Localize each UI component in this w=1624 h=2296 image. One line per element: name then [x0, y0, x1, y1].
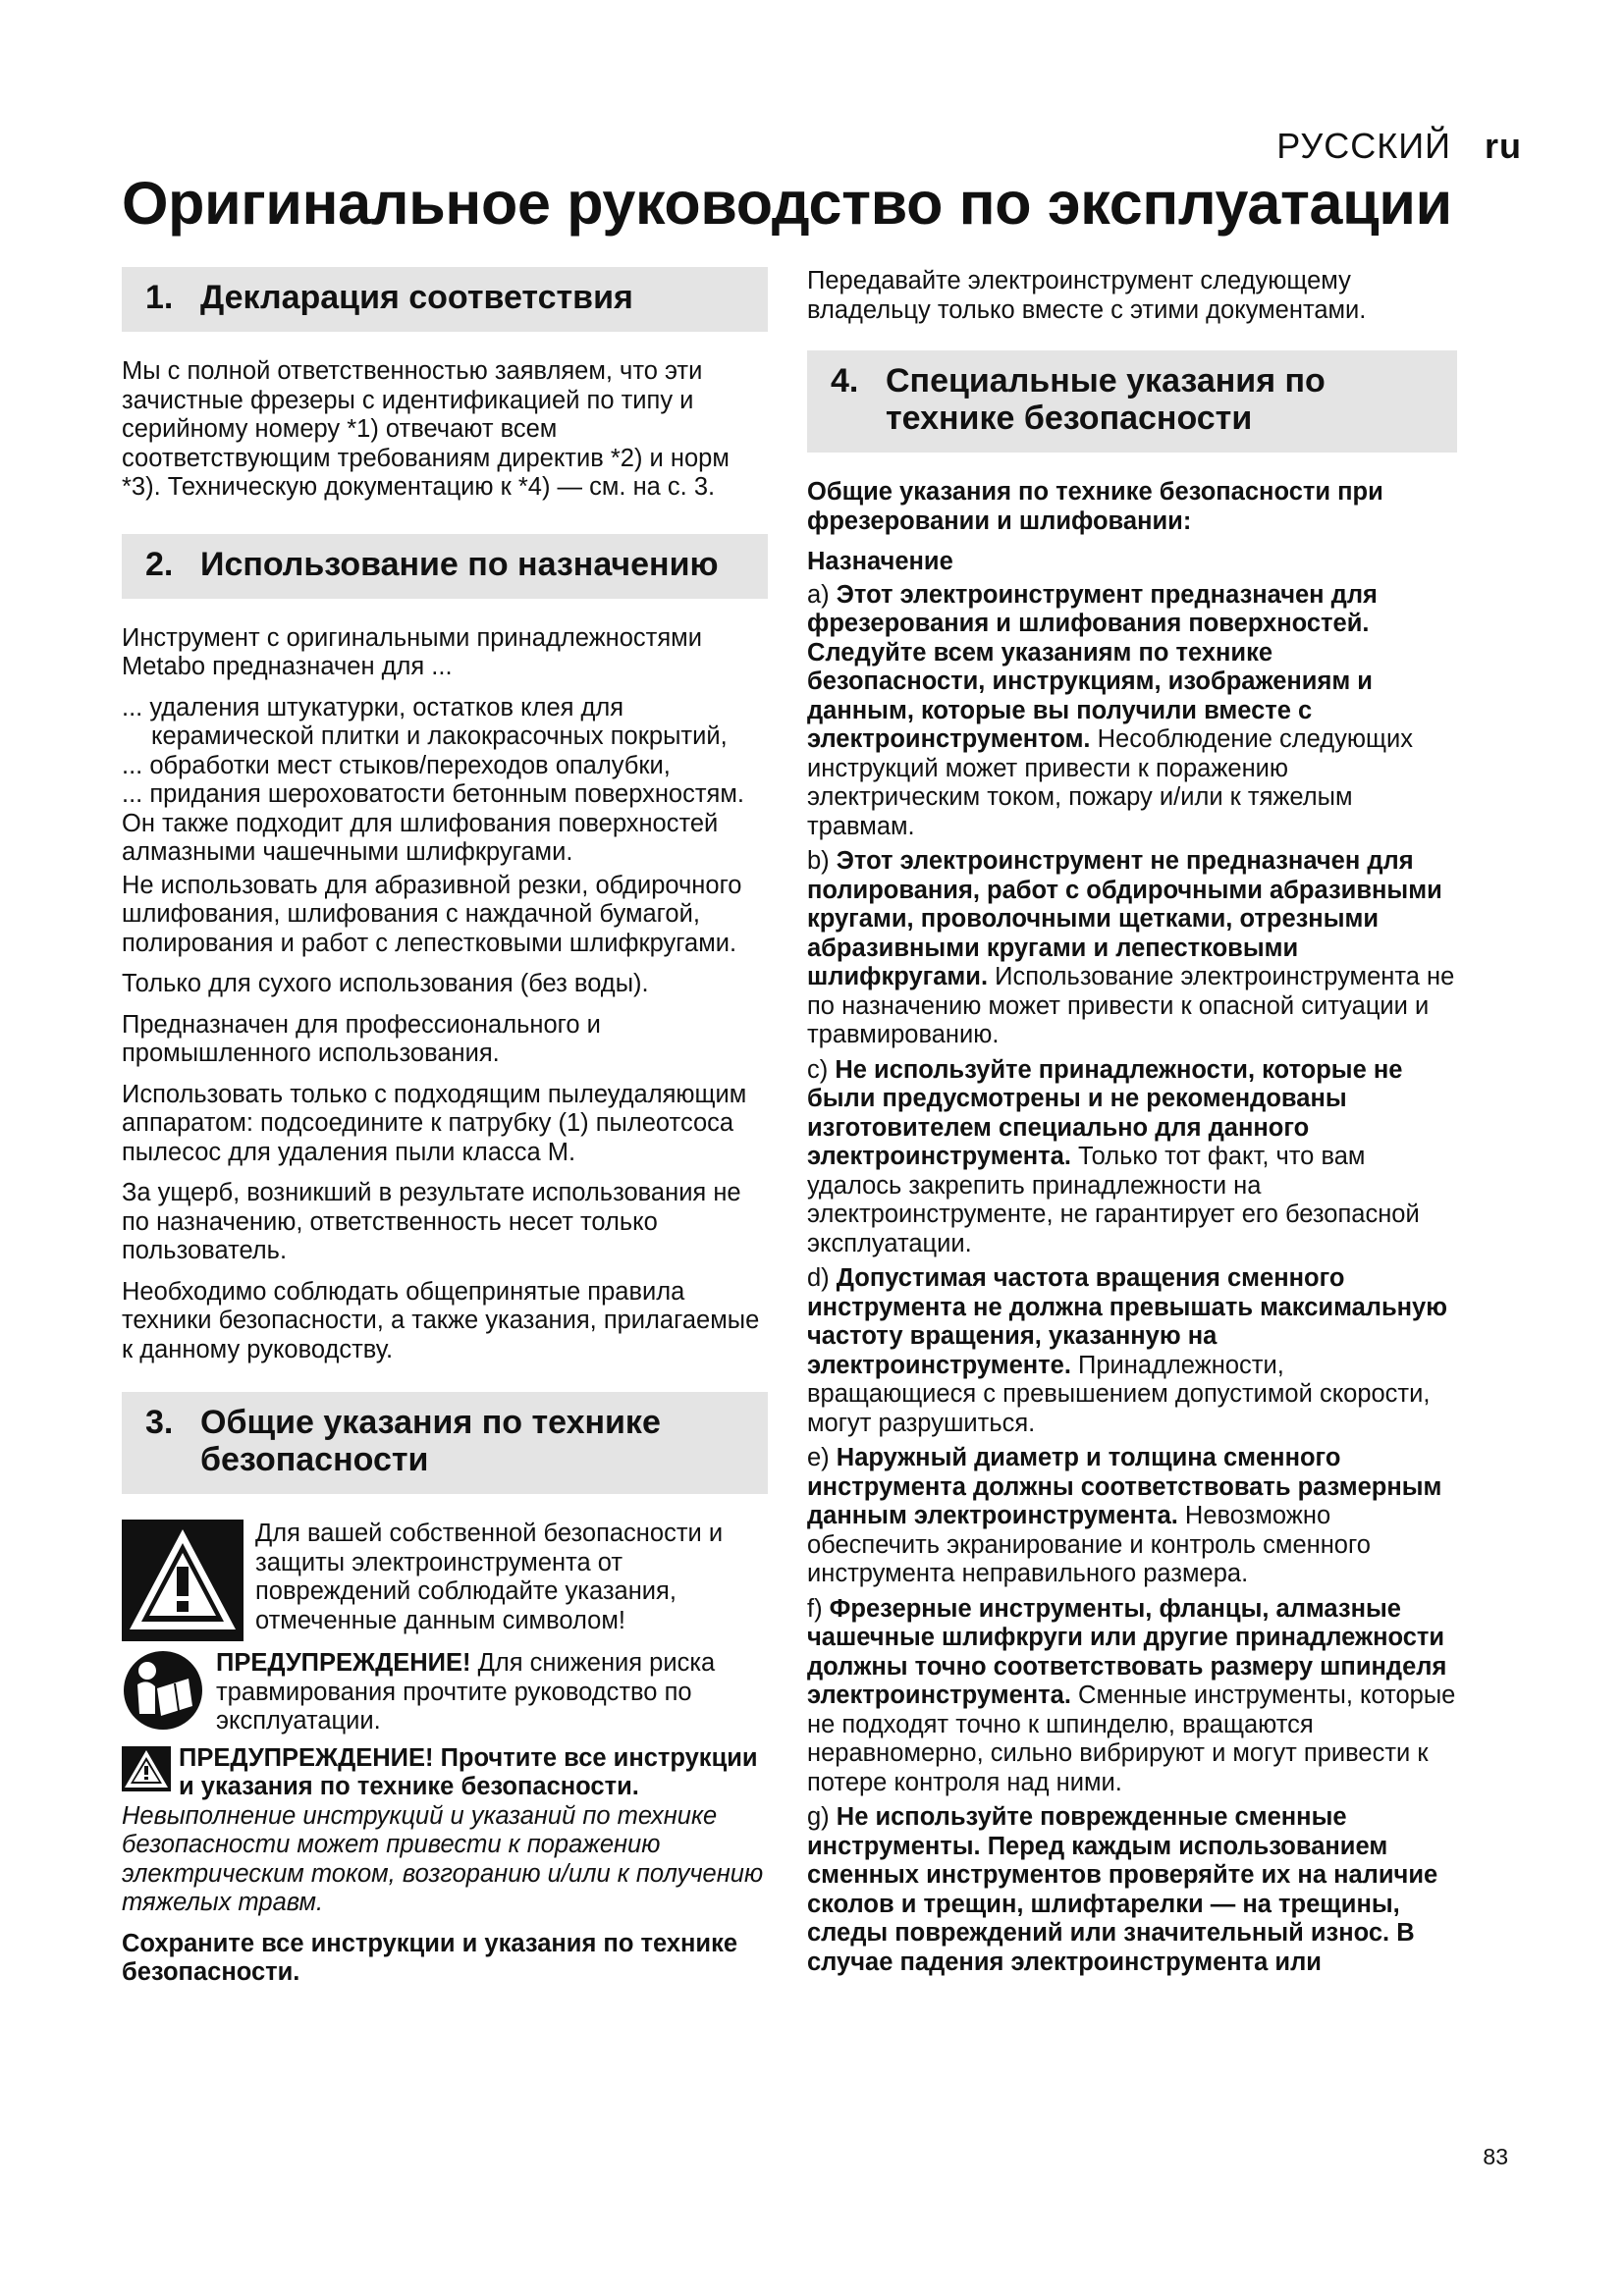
page-number: 83	[1483, 2144, 1508, 2169]
section-2-heading: 2. Использование по назначению	[122, 534, 768, 599]
language-label	[1276, 126, 1522, 167]
purpose-heading: Назначение	[807, 548, 953, 575]
usage-item: ... придания шероховатости бетонным поверхностям.	[122, 780, 744, 808]
warning-read-manual-row	[122, 1649, 768, 1736]
usage-paragraph: Не использовать для абразивной резки, обдирочного шлифования, шлифования с наждачной бумагой, полирования и работ с лепестковыми шлифкругами.	[122, 871, 742, 957]
usage-item: ... обработки мест стыков/переходов опалубки,	[122, 751, 671, 779]
warning-1-text: Для снижения риска травмирования прочтите руководство по эксплуатации.	[216, 1649, 716, 1735]
safety-item-d: d) Допустимая частота вращения сменного инструмента не должна превышать максимальную частоту вращения, указанную на электроинструменте. Принадлежности, вращающиеся с превышением допустимой скорости, могут разрушиться.	[807, 1264, 1448, 1437]
usage-paragraph: Только для сухого использования (без воды).	[122, 970, 649, 997]
usage-paragraph: Необходимо соблюдать общепринятые правила техники безопасности, а также указания, прилагаемые к данному руководству.	[122, 1277, 760, 1363]
usage-paragraph: За ущерб, возникший в результате использования не по назначению, ответственность несет только пользователь.	[122, 1179, 741, 1264]
keep-instructions: Сохраните все инструкции и указания по технике безопасности.	[122, 1929, 738, 1986]
safety-item-e: e) Наружный диаметр и толщина сменного инструмента должны соответствовать размерным данным электроинструмента. Невозможно обеспечить экранирование и контроль сменного инструмента неправильного размера.	[807, 1444, 1442, 1587]
warning-small-triangle-icon	[122, 1746, 171, 1791]
usage-paragraph: Он также подходит для шлифования поверхностей алмазными чашечными шлифкругами.	[122, 809, 719, 866]
section-1-heading: 1. Декларация соответствия	[122, 267, 768, 332]
language-code: ru	[1485, 126, 1522, 166]
warning-1-label: ПРЕДУПРЕЖДЕНИЕ!	[216, 1649, 471, 1677]
warning-1	[216, 1649, 768, 1736]
section-4-subheading: Общие указания по технике безопасности при фрезеровании и шлифовании:	[807, 478, 1383, 535]
safety-item-a: a) Этот электроинструмент предназначен для фрезерования и шлифования поверхностей. Следуйте всем указаниям по технике безопасности, инструкциям, изображениям и данным, которые вы получили вместе с электроинструментом. Несоблюдение следующих инструкций может привести к поражению электрическим током, пожару и/или к тяжелым травмам.	[807, 580, 1413, 840]
warning-symbol-row	[122, 1520, 768, 1641]
warning-2-bold: ПРЕДУПРЕЖДЕНИЕ! Прочтите все инструкции и указания по технике безопасности.	[179, 1743, 758, 1800]
usage-paragraph: Предназначен для профессионального и промышленного использования.	[122, 1010, 601, 1067]
handover-text: Передавайте электроинструмент следующему владельцу только вместе с этими документами.	[807, 267, 1367, 324]
usage-item: ... удаления штукатурки, остатков клея для керамической плитки и лакокрасочных покрытий,	[122, 693, 728, 750]
safety-item-g: g) Не используйте поврежденные сменные инструменты. Перед каждым использованием сменных инструментов проверяйте их на наличие сколов и трещин, шлифтарелки — на трещины, следы повреждений или значительный износ. В случае падения электроинструмента или	[807, 1803, 1438, 1976]
page-title: Оригинальное руководство по эксплуатации	[122, 170, 1452, 237]
read-manual-icon	[122, 1649, 204, 1732]
right-column	[807, 267, 1457, 1977]
safety-item-c: c) Не используйте принадлежности, которые не были предусмотрены и не рекомендованы изготовителем специально для данного электроинструмента. Только тот факт, что вам удалось закрепить принадлежности на электроинструменте, не гарантирует его безопасной эксплуатации.	[807, 1055, 1420, 1257]
usage-paragraph: Использовать только с подходящим пылеудаляющим аппаратом: подсоедините к патрубку (1) пылеотсоса пылесос для удаления пыли класса М.	[122, 1080, 747, 1166]
safety-item-f: f) Фрезерные инструменты, фланцы, алмазные чашечные шлифкруги или другие принадлежности должны точно соответствовать размеру шпинделя электроинструмента. Сменные инструменты, которые не подходят точно к шпинделю, вращаются неравномерно, сильно вибрируют и могут привести к потере контроля над ними.	[807, 1594, 1456, 1796]
warning-triangle-icon	[122, 1520, 244, 1641]
section-3-heading: 3. Общие указания по технике безопасности	[122, 1392, 768, 1494]
language-name: РУССКИЙ	[1276, 126, 1451, 166]
section-4-heading: 4. Специальные указания по технике безопасности	[807, 350, 1457, 453]
safety-item-b: b) Этот электроинструмент не предназначен для полирования, работ с обдирочными абразивными кругами, проволочными щетками, отрезными абразивными кругами и лепестковыми шлифкругами. Использование электроинструмента не по назначению может привести к опасной ситуации и травмированию.	[807, 847, 1455, 1048]
declaration-text: Мы с полной ответственностью заявляем, что эти зачистные фрезеры с идентификацией по типу и серийному номеру *1) отвечают всем соответствующим требованиям директив *2) и норм *3). Техническую документацию к *4) — см. на с. 3.	[122, 357, 730, 501]
warning-symbol-text: Для вашей собственной безопасности и защиты электроинструмента от повреждений соблюдайте указания, отмеченные данным символом!	[255, 1520, 724, 1634]
usage-intro: Инструмент с оригинальными принадлежностями Metabo предназначен для ...	[122, 623, 702, 680]
left-column	[122, 267, 768, 2000]
warning-2-italic: Невыполнение инструкций и указаний по технике безопасности может привести к поражению электрическим током, возгоранию и/или к получению тяжелых травм.	[122, 1801, 764, 1916]
warning-2	[122, 1744, 768, 1918]
